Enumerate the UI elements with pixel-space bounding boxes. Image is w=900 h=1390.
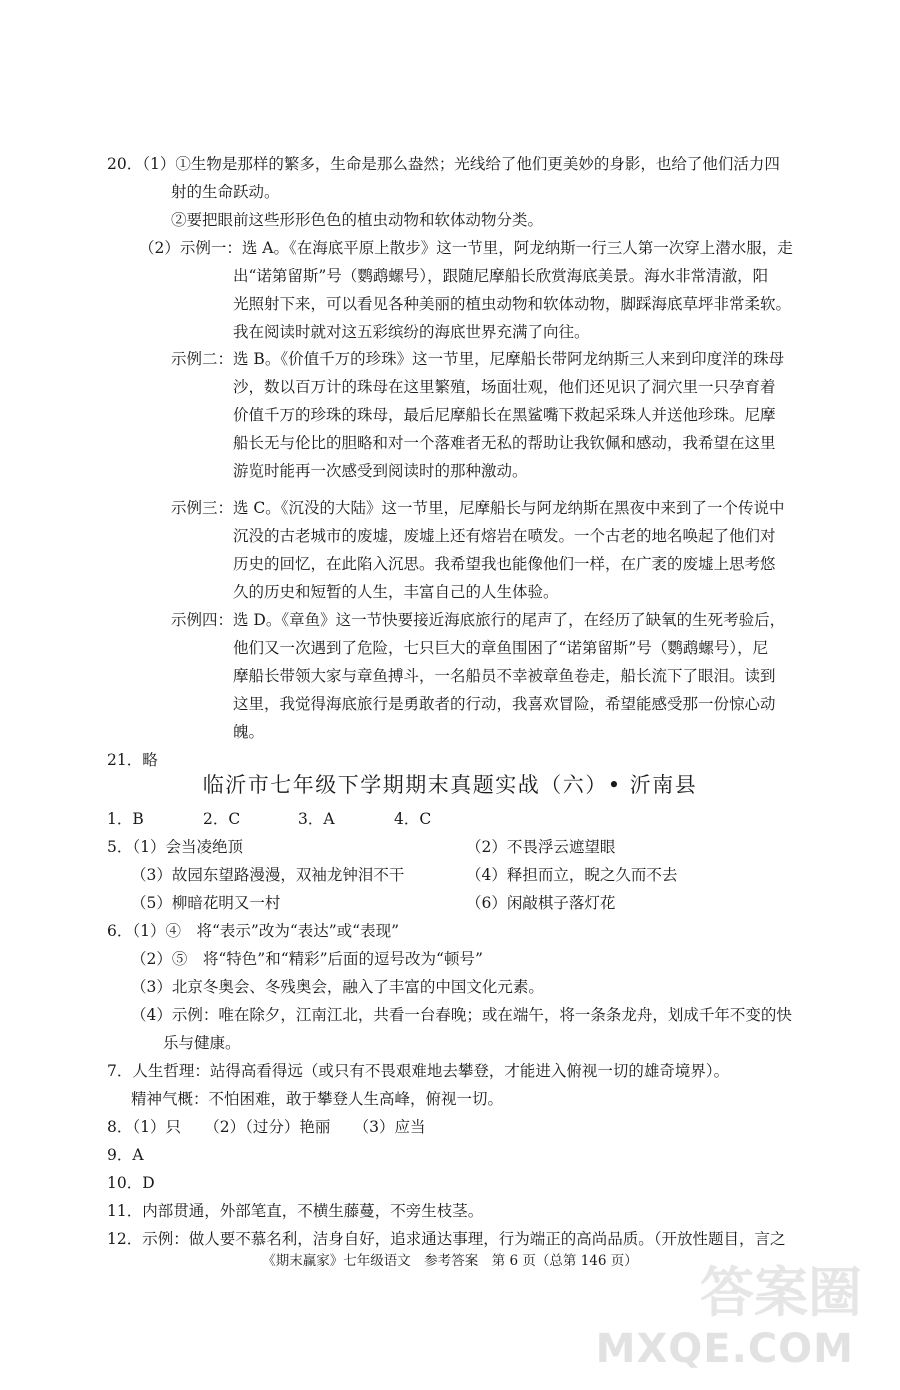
q20-example4-line1: 示例四：选 D。《章鱼》这一节快要接近海底旅行的尾声了，在经历了缺氧的生死考验后， bbox=[171, 611, 786, 629]
q20-example3-line4: 久的历史和短暂的人生，丰富自己的人生体验。 bbox=[233, 583, 559, 601]
q20-example4-line4: 这里，我觉得海底旅行是勇敢者的行动，我喜欢冒险，希望能感受那一份惊心动 bbox=[233, 695, 776, 713]
q20-example3-line2: 沉没的古老城市的废墟，废墟上还有熔岩在喷发。一个古老的地名唤起了他们对 bbox=[233, 527, 776, 545]
q20-part1-line1: 20．（1）①生物是那样的繁多，生命是那么盎然；光线给了他们更美妙的身影，也给了他们活力四 bbox=[107, 155, 780, 173]
answer-11: 11．内部贯通，外部笔直，不横生藤蔓，不旁生枝茎。 bbox=[107, 1202, 484, 1220]
q20-example1-line3: 光照射下来，可以看见各种美丽的植虫动物和软体动物，脚踩海底草坪非常柔软。 bbox=[233, 295, 792, 313]
q20-example2-line1: 示例二：选 B。《价值千万的珍珠》这一节里，尼摩船长带阿龙纳斯三人来到印度洋的珠母 bbox=[171, 350, 785, 368]
q20-example2-line5: 游览时能再一次感受到阅读时的那种激动。 bbox=[233, 462, 528, 480]
q21-line: 21．略 bbox=[107, 751, 158, 769]
q20-part1-line3: ②要把眼前这些形形色色的植虫动物和软体动物分类。 bbox=[171, 211, 544, 229]
answer-5-4: （4）释担而立，睨之久而不去 bbox=[466, 866, 678, 884]
q20-example3-line1: 示例三：选 C。《沉没的大陆》这一节里，尼摩船长与阿龙纳斯在黑夜中来到了一个传说中 bbox=[171, 499, 785, 517]
q20-example1-line1: （2）示例一：选 A。《在海底平原上散步》这一节里，阿龙纳斯一行三人第一次穿上潜水服，走 bbox=[139, 239, 793, 257]
section-title: 临沂市七年级下学期期末真题实战（六）• 沂南县 bbox=[202, 773, 698, 797]
answer-5-3: （3）故园东望路漫漫，双袖龙钟泪不干 bbox=[131, 866, 405, 884]
answer-5-1: 5．（1）会当凌绝顶 bbox=[107, 838, 243, 856]
q20-example3-line3: 历史的回忆，在此陷入沉思。我希望我也能像他们一样，在广袤的废墟上思考悠 bbox=[233, 555, 776, 573]
watermark-logo-icon: 答案圈 bbox=[700, 1261, 862, 1324]
answer-10: 10．D bbox=[107, 1174, 155, 1192]
q20-example1-line2: 出“诺第留斯”号（鹦鹉螺号），跟随尼摩船长欣赏海底美景。海水非常清澈，阳 bbox=[233, 267, 769, 285]
q20-part1-line2: 射的生命跃动。 bbox=[171, 183, 280, 201]
answer-3: 3．A bbox=[298, 810, 335, 828]
answer-6-4-line2: 乐与健康。 bbox=[163, 1034, 241, 1052]
q20-example2-line4: 船长无与伦比的胆略和对一个落难者无私的帮助让我钦佩和感动，我希望在这里 bbox=[233, 434, 776, 452]
answer-2: 2．C bbox=[203, 810, 241, 828]
answer-9: 9．A bbox=[107, 1146, 144, 1164]
q20-example2-line2: 沙，数以百万计的珠母在这里繁殖，场面壮观，他们还见识了洞穴里一只孕育着 bbox=[233, 378, 776, 396]
q20-example2-line3: 价值千万的珍珠的珠母，最后尼摩船长在黑鲨嘴下救起采珠人并送他珍珠。尼摩 bbox=[233, 406, 776, 424]
answer-7-1: 7．人生哲理：站得高看得远（或只有不畏艰难地去攀登，才能进入俯视一切的雄奇境界）。 bbox=[107, 1062, 730, 1080]
answer-6-2: （2）⑤ 将“特色”和“精彩”后面的逗号改为“顿号” bbox=[131, 950, 483, 968]
q20-example4-line2: 他们又一次遇到了危险，七只巨大的章鱼围困了“诺第留斯”号（鹦鹉螺号），尼 bbox=[233, 639, 769, 657]
answer-5-6: （6）闲敲棋子落灯花 bbox=[466, 894, 616, 912]
q20-example4-line3: 摩船长带领大家与章鱼搏斗，一名船员不幸被章鱼卷走，船长流下了眼泪。读到 bbox=[233, 667, 776, 685]
answer-8: 8．（1）只 （2）（过分）艳丽 （3）应当 bbox=[107, 1118, 426, 1136]
page-footer: 《期末赢家》七年级语文 参考答案 第 6 页（总第 146 页） bbox=[262, 1253, 638, 1269]
answer-6-1: 6．（1）④ 将“表示”改为“表达”或“表现” bbox=[107, 922, 400, 940]
answer-5-5: （5）柳暗花明又一村 bbox=[131, 894, 281, 912]
q20-example4-line5: 魄。 bbox=[233, 723, 265, 741]
answer-6-4-line1: （4）示例：唯在除夕，江南江北，共看一台春晚；或在端午，将一条条龙舟，划成千年不变的快 bbox=[131, 1006, 792, 1024]
watermark bbox=[595, 1252, 882, 1382]
q20-example1-line4: 我在阅读时就对这五彩缤纷的海底世界充满了向往。 bbox=[233, 323, 590, 341]
answer-4: 4．C bbox=[394, 810, 432, 828]
answer-5-2: （2）不畏浮云遮望眼 bbox=[466, 838, 616, 856]
watermark-site: MXQE.COM bbox=[595, 1326, 854, 1372]
answer-1: 1．B bbox=[107, 810, 144, 828]
answer-7-2: 精神气概：不怕困难，敢于攀登人生高峰，俯视一切。 bbox=[131, 1090, 504, 1108]
answer-12: 12．示例：做人要不慕名利，洁身自好，追求通达事理，行为端正的高尚品质。（开放性题目，言之 bbox=[107, 1230, 786, 1248]
answer-6-3: （3）北京冬奥会、冬残奥会，融入了丰富的中国文化元素。 bbox=[131, 978, 544, 996]
